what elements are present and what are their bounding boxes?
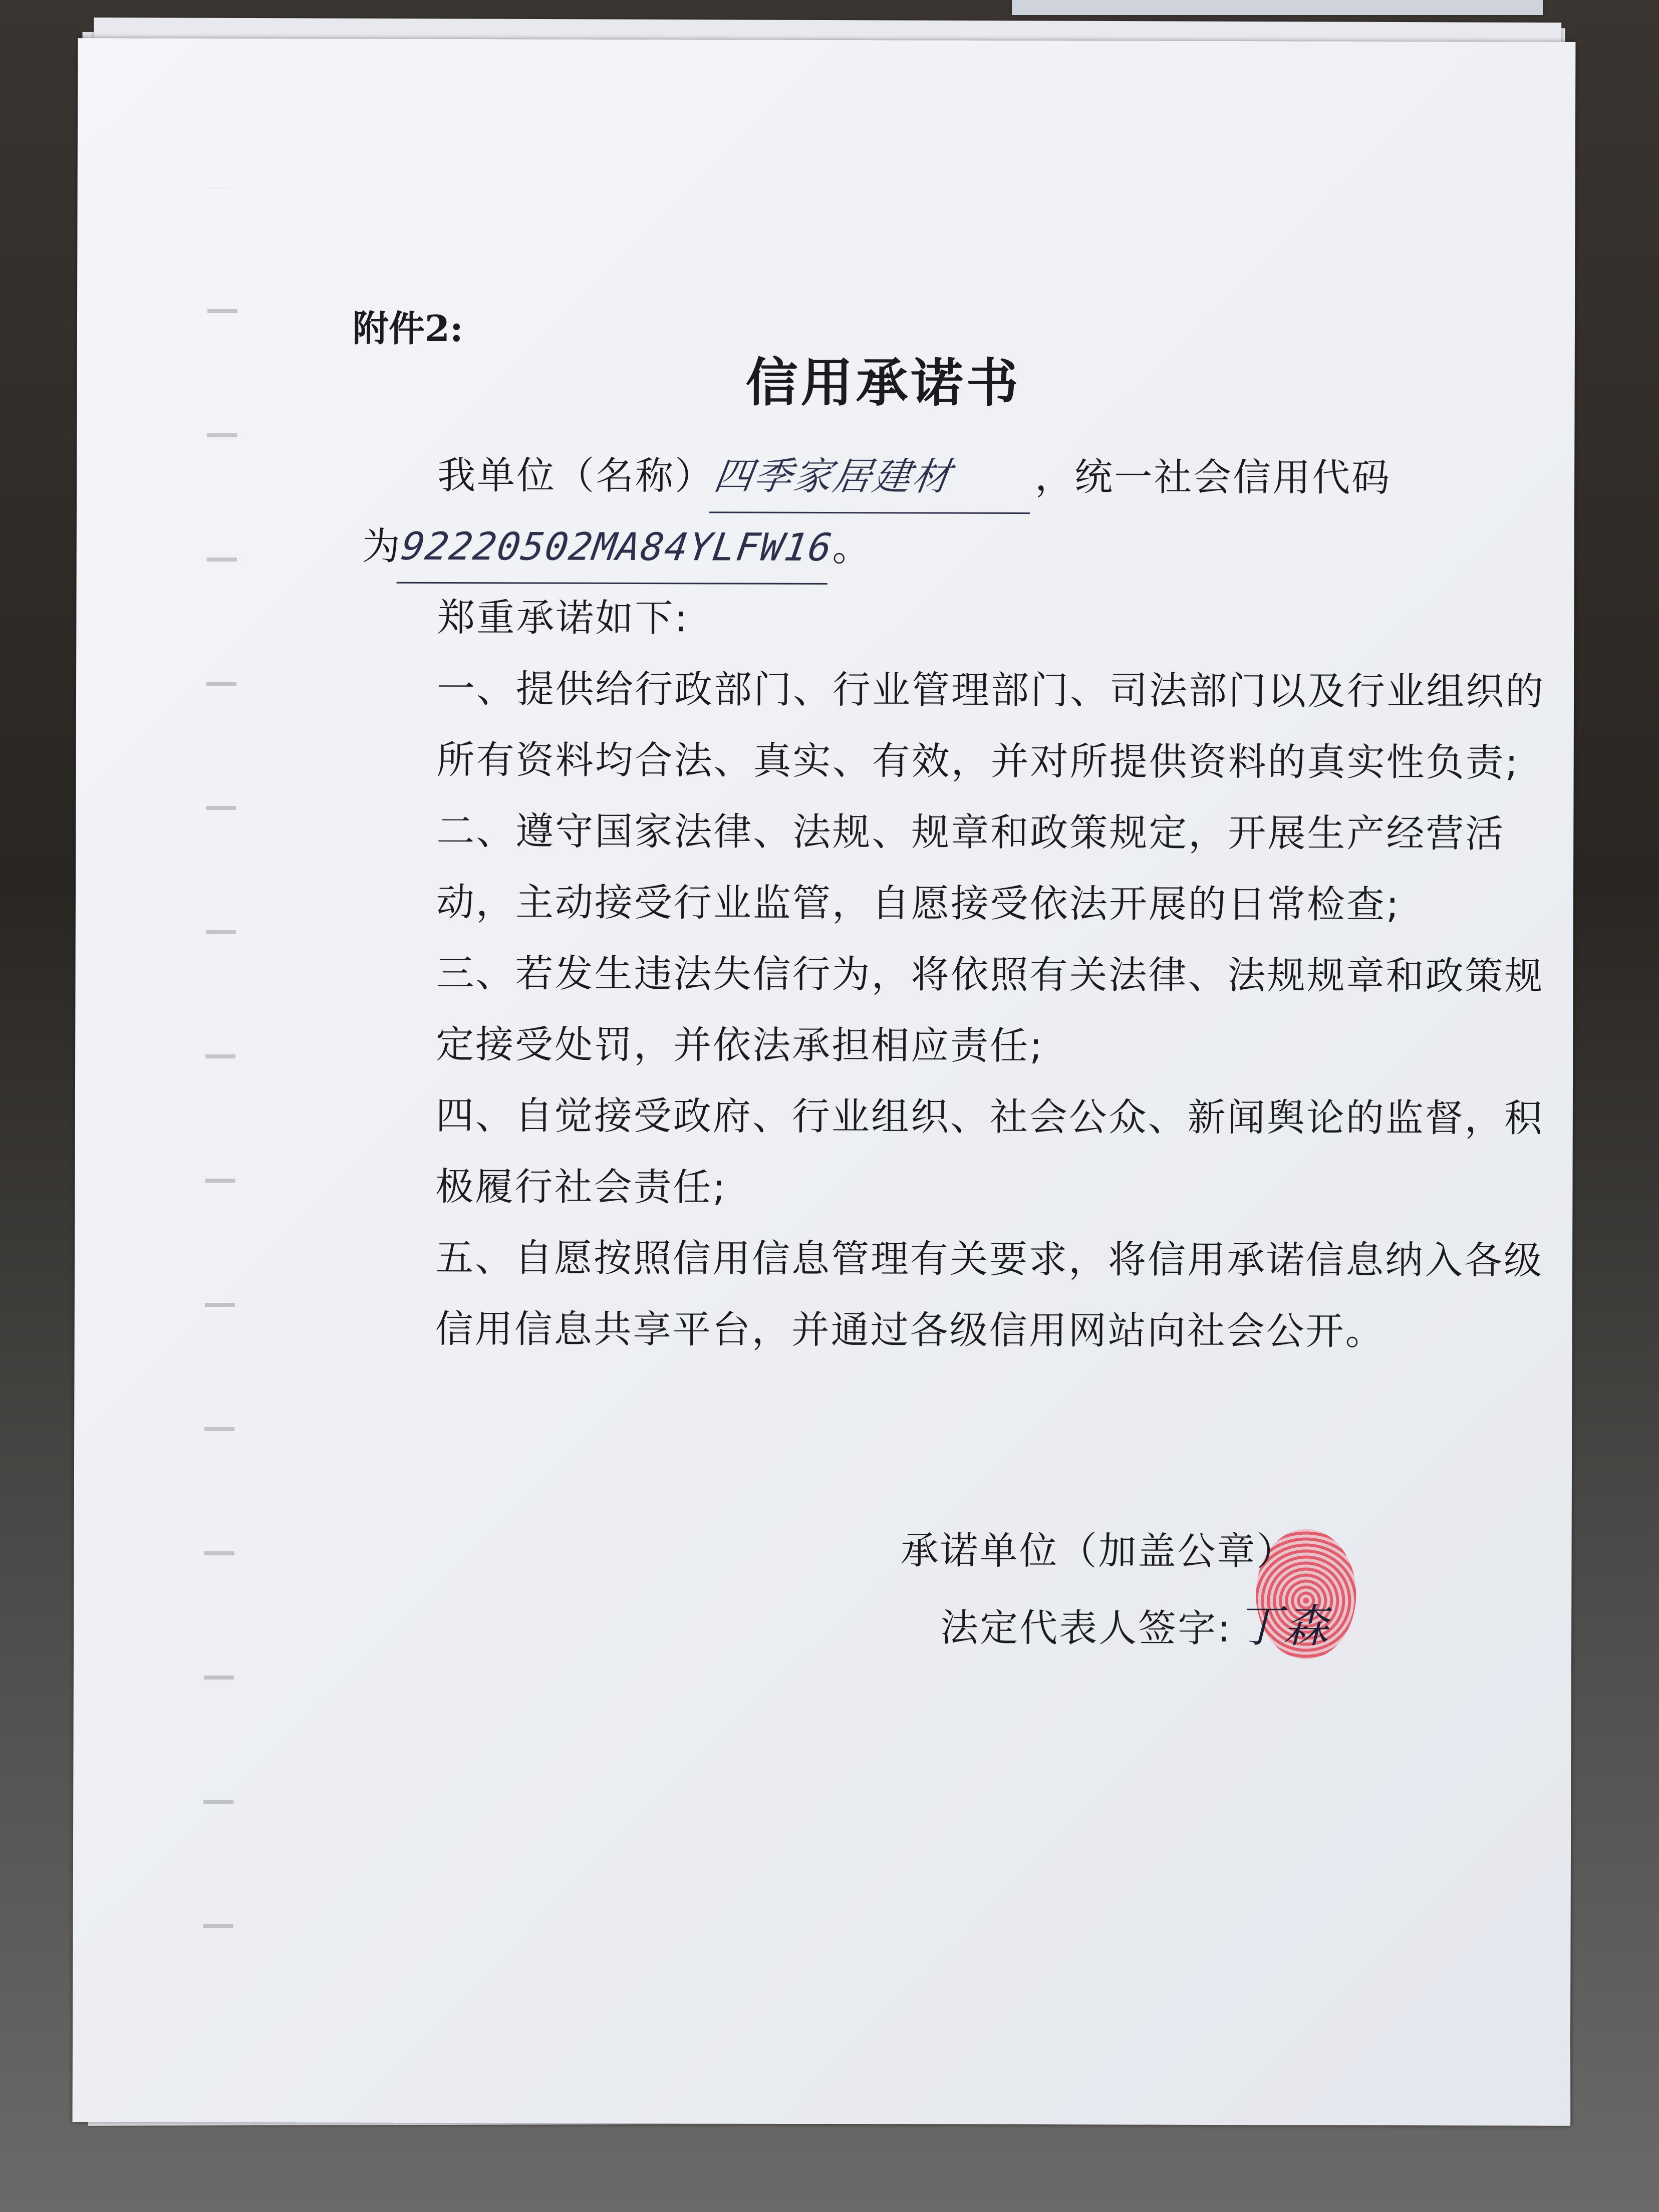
code-lead: 为 [362,523,402,569]
handwritten-signature: 丁森 [1236,1600,1330,1653]
document-page [73,38,1576,2126]
legal-rep-line [900,1588,1330,1666]
commitment-item: 五、自愿按照信用信息管理有关要求，将信用承诺信息纳入各级信用信息共享平台，并通过各级信用网站向社会公开。 [435,1235,1544,1353]
commitment-item: 四、自觉接受政府、行业组织、社会公众、新闻舆论的监督，积极履行社会责任; [435,1092,1544,1210]
code-suffix: 。 [832,525,872,570]
commitment-item: 三、若发生违法失信行为，将依照有关法律、法规规章和政策规定接受处罚，并依法承担相应责任; [436,950,1544,1068]
commitment-item: 一、提供给行政部门、行业管理部门、司法部门以及行业组织的所有资料均合法、真实、有效，并对所提供资料的真实性负责; [436,666,1545,785]
commitment-item: 二、遵守国家法律、法规、规章和政策规定，开展生产经营活动，主动接受行业监管，自愿接受依法开展的日常检查; [436,808,1505,927]
intro-paragraph-line2 [362,511,1489,587]
binding-marks [203,189,237,1992]
signature-block [900,1513,1330,1666]
document-title: 信用承诺书 [745,351,1021,414]
unit-prefix: 我单位（名称） [437,452,715,498]
document-content [278,249,1545,1653]
committing-unit-label: 承诺单位（加盖公章） [900,1528,1296,1574]
code-prefix: ，统一社会信用代码 [1035,454,1392,500]
credit-code-handwritten: 92220502MA84YLFW16 [396,511,837,585]
intro-paragraph [362,440,1564,515]
legal-rep-label: 法定代表人签字: [940,1605,1232,1651]
commit-heading: 郑重承诺如下: [437,595,689,641]
attachment-label: 附件2: [352,307,463,350]
unit-name-handwritten: 四季家居建材 [709,440,1040,514]
underlying-sheet-edge [1012,0,1543,15]
